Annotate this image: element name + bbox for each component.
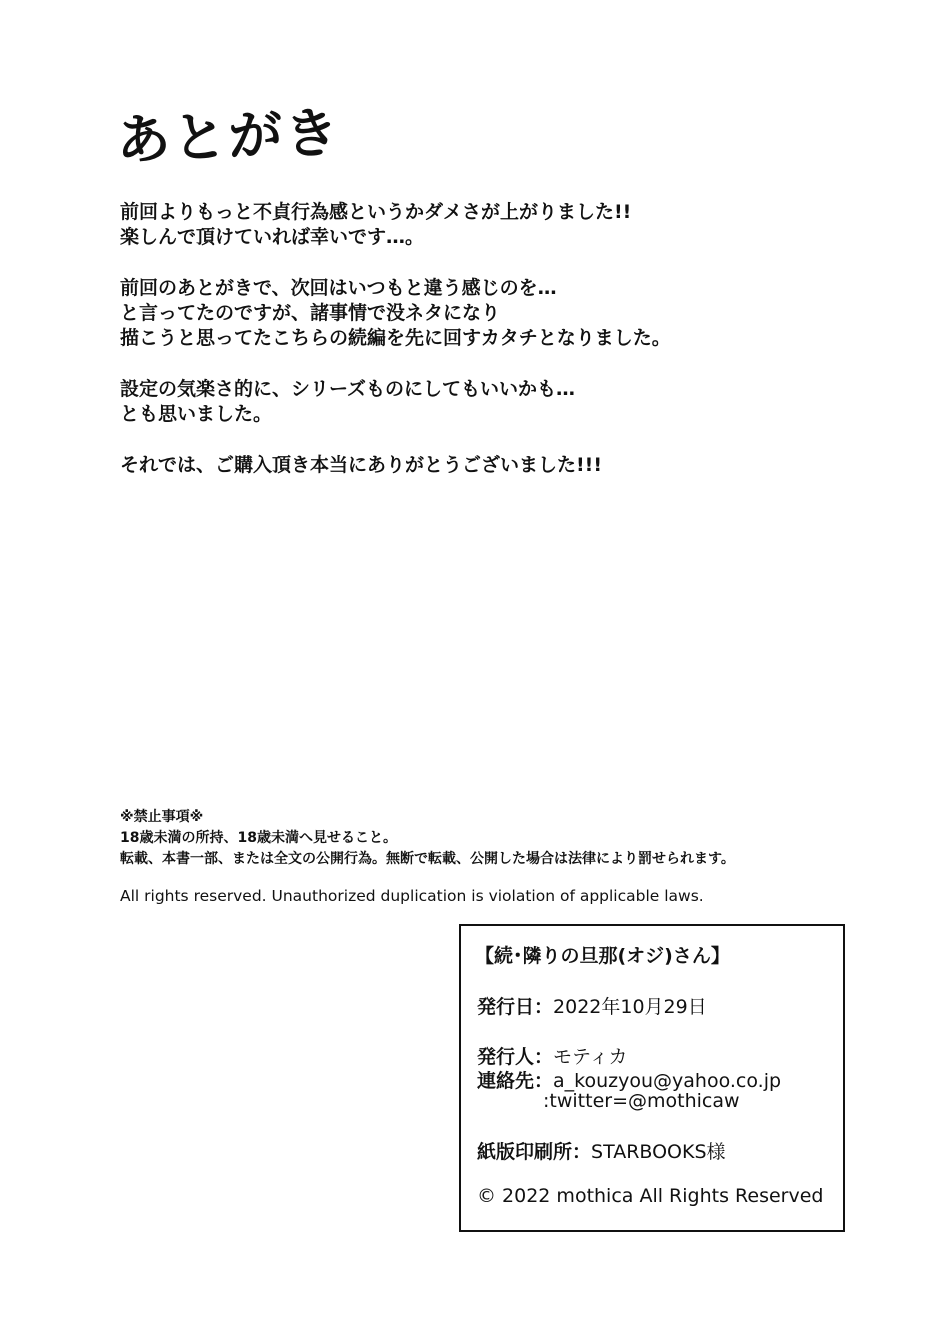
publisher-label: 発行人：	[477, 1046, 554, 1068]
afterword-heading: あとがき	[115, 100, 342, 172]
afterword-line: 前回のあとがきで、次回はいつもと違う感じのを…	[120, 277, 557, 299]
contact-twitter: :twitter=@mothicaw	[543, 1090, 740, 1112]
publish-date-label: 発行日：	[477, 996, 554, 1018]
afterword-body	[120, 200, 840, 504]
copyright-line: © 2022 mothica All Rights Reserved	[477, 1185, 824, 1207]
book-title: 【続･隣りの旦那(オジ)さん】	[475, 945, 730, 967]
afterword-paragraph-2	[120, 276, 840, 351]
afterword-line: 前回よりもっと不貞行為感というかダメさが上がりました!!	[120, 201, 632, 223]
prohibited-notice	[120, 807, 850, 870]
colophon-box	[459, 924, 845, 1232]
contact-row	[477, 1066, 781, 1093]
contact-label: 連絡先：	[477, 1070, 554, 1092]
publisher-value: モティカ	[553, 1046, 628, 1068]
afterword-line: それでは、ご購入頂き本当にありがとうございました!!!	[120, 454, 602, 476]
publisher-row	[477, 1042, 628, 1069]
printer-label: 紙版印刷所：	[477, 1141, 592, 1163]
publish-date-value: 2022年10月29日	[553, 996, 707, 1018]
afterword-paragraph-1	[120, 200, 840, 250]
notice-line: 転載、本書一部、または全文の公開行為。無断で転載、公開した場合は法律により罰せられます。	[120, 851, 735, 867]
afterword-line: と言ってたのですが、諸事情で没ネタになり	[120, 302, 501, 324]
afterword-line: 描こうと思ってたこちらの続編を先に回すカタチとなりました。	[120, 327, 671, 349]
notice-line: 18歳未満の所持、18歳未満へ見せること。	[120, 830, 397, 846]
rights-statement: All rights reserved. Unauthorized duplication is violation of applicable laws.	[120, 887, 704, 905]
afterword-paragraph-4	[120, 453, 840, 478]
notice-title: ※禁止事項※	[120, 809, 204, 825]
contact-email: a_kouzyou@yahoo.co.jp	[553, 1070, 782, 1092]
publish-date-row	[477, 992, 707, 1019]
afterword-line: 楽しんで頂けていれば幸いです…。	[120, 226, 425, 248]
printer-value: STARBOOKS様	[591, 1141, 726, 1163]
afterword-line: 設定の気楽さ的に、シリーズものにしてもいいかも…	[120, 378, 576, 400]
printer-row	[477, 1137, 726, 1164]
afterword-paragraph-3	[120, 377, 840, 427]
afterword-line: とも思いました。	[120, 403, 273, 425]
